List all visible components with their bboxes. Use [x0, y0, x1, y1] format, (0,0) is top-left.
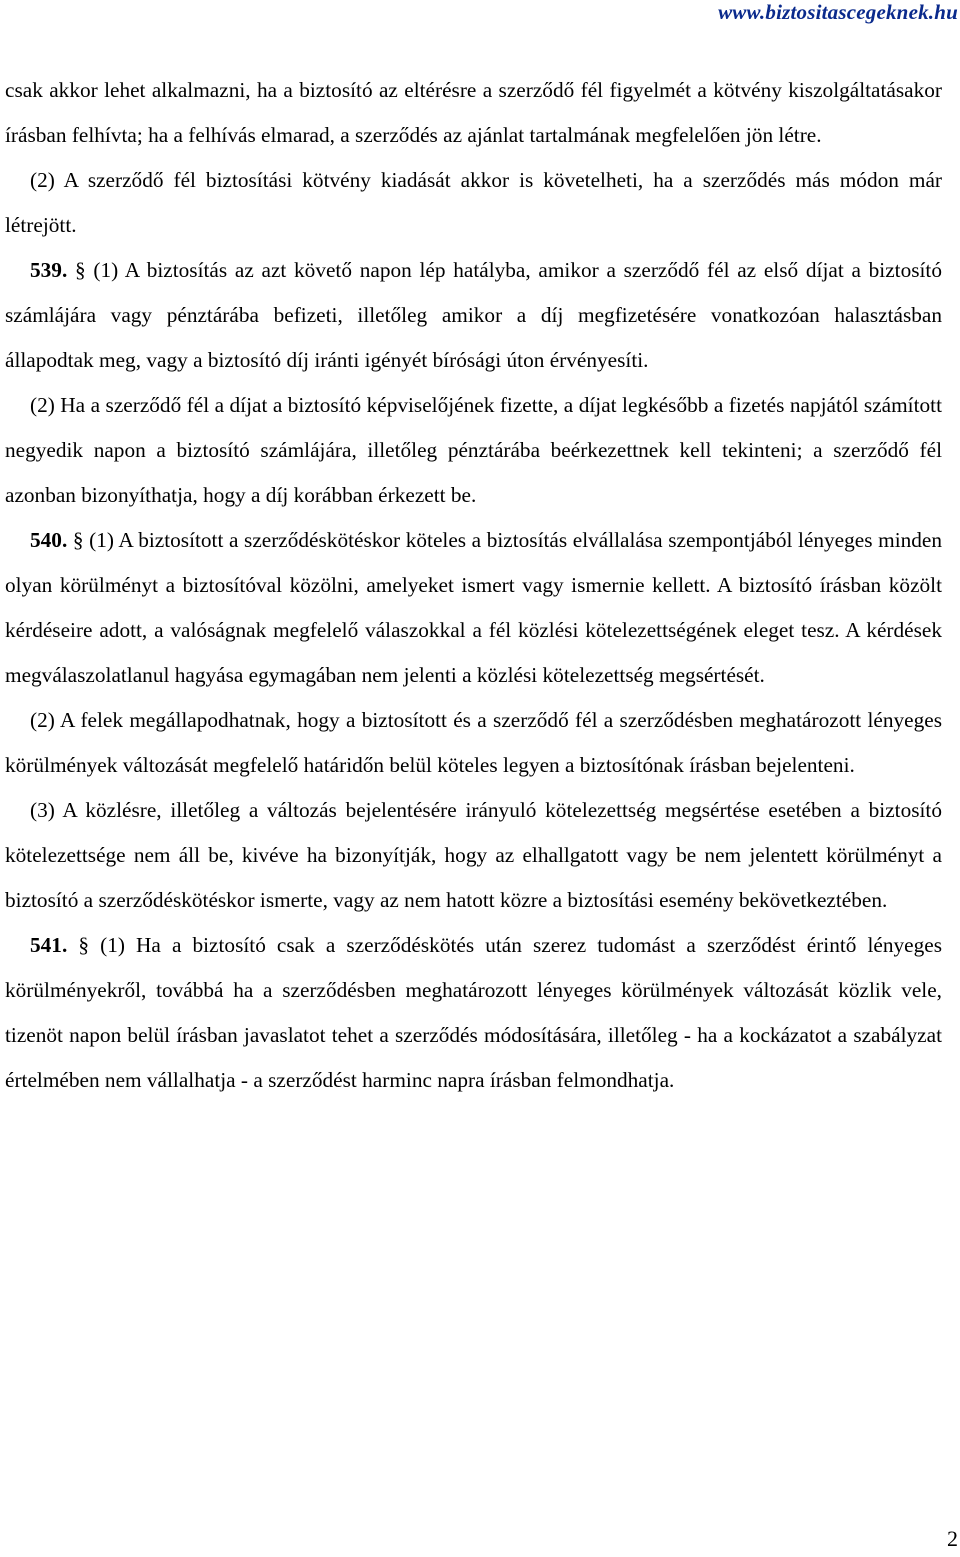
section-541-text: § (1) Ha a biztosító csak a szerződéskötés után szerez tudomást a szerződést érintő lényeges körülményekről, továbbá ha a szerződésben meghatározott lényeges körülmények változását közlik vele, tizenöt napon belül írásban javaslatot tehet a szerződés módosítására, illetőleg - ha a kockázatot a szabályzat értelmében nem vállalhatja - a szerződést harminc napra írásban felmondhatja. [5, 933, 943, 1092]
paragraph-continuation: csak akkor lehet alkalmazni, ha a biztosító az eltérésre a szerződő fél figyelmét a kötvény kiszolgáltatásakor írásban felhívta; ha a felhívás elmarad, a szerződés az ajánlat tartalmának megfelelően jön létre. [5, 78, 942, 147]
section-number-539: 539. [30, 258, 68, 282]
section-541 [5, 923, 942, 1103]
paragraph-540-2: (2) A felek megállapodhatnak, hogy a biztosított és a szerződő fél a szerződésben meghatározott lényeges körülmények változását megfelelő határidőn belül köteles legyen a biztosítónak írásban bejelenteni. [5, 708, 942, 777]
section-540-text: § (1) A biztosított a szerződéskötéskor köteles a biztosítás elvállalása szempontjából lényeges minden olyan körülményt a biztosítóval közölni, amelyeket ismert vagy ismernie kellett. A biztosító írásban közölt kérdéseire adott, a valóságnak megfelelő válaszokkal a fél közlési kötelezettségének eleget tesz. A kérdések megválaszolatlanul hagyása egymagában nem jelenti a közlési kötelezettség megsértését. [5, 528, 943, 687]
paragraph-540-3: (3) A közlésre, illetőleg a változás bejelentésére irányuló kötelezettség megsértése esetében a biztosító kötelezettsége nem áll be, kivéve ha bizonyítják, hogy az elhallgatott vagy be nem jelentett körülményt a biztosító a szerződéskötéskor ismerte, vagy az nem hatott közre a biztosítási esemény bekövetkeztében. [5, 798, 942, 912]
document-body [5, 68, 942, 1103]
section-number-540: 540. [30, 528, 68, 552]
paragraph-539-2: (2) Ha a szerződő fél a díjat a biztosító képviselőjének fizette, a díjat legkésőbb a fizetés napjától számított negyedik napon a biztosító számlájára, illetőleg pénztárába beérkezettnek kell tekinteni; a szerződő fél azonban bizonyíthatja, hogy a díj korábban érkezett be. [5, 393, 942, 507]
paragraph-538-2: (2) A szerződő fél biztosítási kötvény kiadását akkor is követelheti, ha a szerződés más módon már létrejött. [5, 168, 942, 237]
page-number: 2 [947, 1526, 958, 1551]
section-539-text: § (1) A biztosítás az azt követő napon lép hatályba, amikor a szerződő fél az első díjat a biztosító számlájára vagy pénztárába befizeti, illetőleg amikor a díj megfizetésére vonatkozóan halasztásban állapodtak meg, vagy a biztosító díj iránti igényét bírósági úton érvényesíti. [5, 258, 942, 372]
section-540 [5, 518, 942, 698]
site-header-link[interactable]: www.biztositascegeknek.hu [718, 0, 958, 24]
section-539 [5, 248, 942, 383]
section-number-541: 541. [30, 933, 68, 957]
